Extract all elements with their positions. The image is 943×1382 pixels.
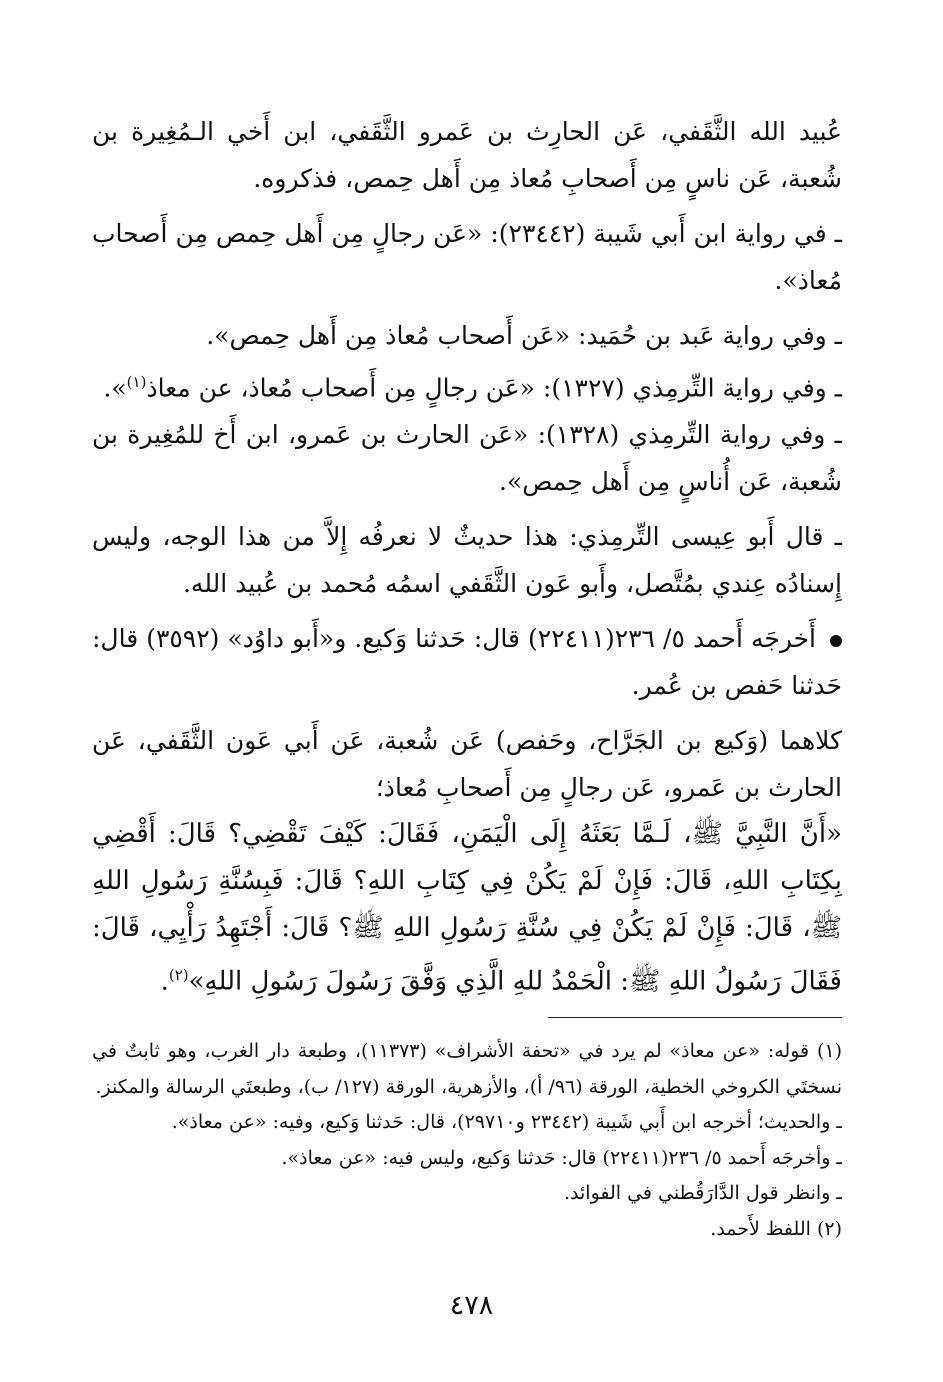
takhrij-text: أَخرجَه أَحمد ٥/ ٢٣٦(٢٢٤١١) قال: حَدثنا وَكيع. و«أَبو داوُد» (٣٥٩٢) قال: حَدثنا حَفص بن عُمر. bbox=[92, 624, 842, 701]
paragraph-common-chain: كلاهما (وَكيع بن الجَرَّاح، وحَفص) عَن شُعبة، عَن أَبي عَون الثَّقَفي، عَن الحارث بن عَمرو، عَن رجالٍ مِن أَصحابِ مُعاذ؛ bbox=[92, 726, 842, 803]
footnote-1: (١) قوله: «عن معاذ» لم يرد في «تحفة الأشراف» (١١٣٧٣)، وطبعة دار الغرب، وهو ثابتٌ في نسختَي الكروخي الخطية، الورقة (٩٦/ أ)، والأزهرية، الورقة (١٢٧/ ب)، وطبعتَي الرسالة والمكنز. bbox=[92, 1040, 842, 1098]
footnote-1-ahmad-note: ـ وأخرجَه أَحمد ٥/ ٢٣٦(٢٢٤١١) قال: حَدثنا وَكيع، وليس فيه: «عن معاذ». bbox=[281, 1146, 842, 1169]
tirmidhi-1327-end: ». bbox=[103, 373, 127, 403]
footnotes-section bbox=[92, 1034, 842, 1247]
hadith-matn: «أَنَّ النَّبِيَّ ﷺ، لَـمَّا بَعَثَهُ إِلَى الْيَمَنِ، فَقَالَ: كَيْفَ تَقْضِي؟ قَالَ: أَقْضِي بِكِتَابِ اللهِ، قَالَ: فَإِنْ لَمْ يَكُنْ فِي كِتَابِ اللهِ؟ قَالَ: فَبِسُنَّةِ رَسُولِ اللهِ ﷺ، قَالَ: فَإِنْ لَمْ يَكُنْ فِي سُنَّةِ رَسُولِ اللهِ ﷺ؟ قَالَ: أَجْتَهِدُ رَأْيِي، قَالَ: فَقَالَ رَسُولُ اللهِ ﷺ: الْحَمْدُ للهِ الَّذِي وَفَّقَ رَسُولَ رَسُولِ اللهِ» bbox=[92, 819, 842, 997]
bullet-icon bbox=[830, 635, 842, 647]
paragraph-abu-isa-comment: ـ قال أَبو عِيسى التِّرمِذي: هذا حديثٌ لا نعرفُه إِلاَّ من هذا الوجه، وليس إِسنادُه عِندي بمُتَّصل، وأَبو عَون الثَّقَفي اسمُه مُحمد بن عُبيد الله. bbox=[92, 522, 842, 599]
footnote-ref-2: (٢) bbox=[168, 966, 189, 985]
main-text-body bbox=[92, 108, 842, 1006]
paragraph-hadith-text bbox=[92, 811, 842, 1006]
paragraph-ibn-abi-shaybah-note: ـ في رواية ابن أَبي شَيبة (٢٣٤٤٢): «عَن رجالٍ مِن أَهل حِمص مِن أَصحاب مُعاذ». bbox=[92, 219, 842, 295]
footnote-2: (٢) اللفظ لأَحمد. bbox=[710, 1217, 842, 1240]
footnote-divider bbox=[548, 1017, 842, 1018]
footnote-1-daraqutni-note: ـ وانظر قول الدَّارَقُطني في الفوائد. bbox=[563, 1182, 842, 1204]
tirmidhi-1327-text: ـ وفي رواية التِّرمِذي (١٣٢٧): «عَن رجالٍ مِن أَصحاب مُعاذ، عن معاذ bbox=[146, 373, 842, 403]
footnote-1-hadith-note: ـ والحديث؛ أخرجه ابن أَبي شَيبة (٢٣٤٤٢ و٢٩٧١٠)، قال: حَدثنا وَكيع، وفيه: «عن معاذ». bbox=[171, 1111, 842, 1133]
paragraph-tirmidhi-1328-note: ـ وفي رواية التِّرمِذي (١٣٢٨): «عَن الحارث بن عَمرو، ابن أَخ للمُغِيرة بن شُعبة، عَن أُناسٍ مِن أَهل حِمص». bbox=[92, 420, 842, 497]
paragraph-takhrij bbox=[92, 615, 842, 709]
page-number: ٤٧٨ bbox=[449, 1290, 494, 1321]
hadith-end: . bbox=[160, 966, 169, 997]
paragraph-abd-ibn-humayd-note: ـ وفي رواية عَبد بن حُمَيد: «عَن أَصحاب مُعاذ مِن أَهل حِمص». bbox=[206, 321, 842, 350]
footnote-ref-1: (١) bbox=[126, 373, 147, 391]
paragraph-tirmidhi-1327-note bbox=[92, 359, 842, 411]
paragraph-isnad-continuation: عُبيد الله الثَّقَفي، عَن الحارِث بن عَمرو الثَّقَفي، ابن أَخي الـمُغِيرة بن شُعبة، عَن ناسٍ مِن أَصحابِ مُعاذ مِن أَهل حِمص، فذكروه. bbox=[92, 117, 842, 193]
